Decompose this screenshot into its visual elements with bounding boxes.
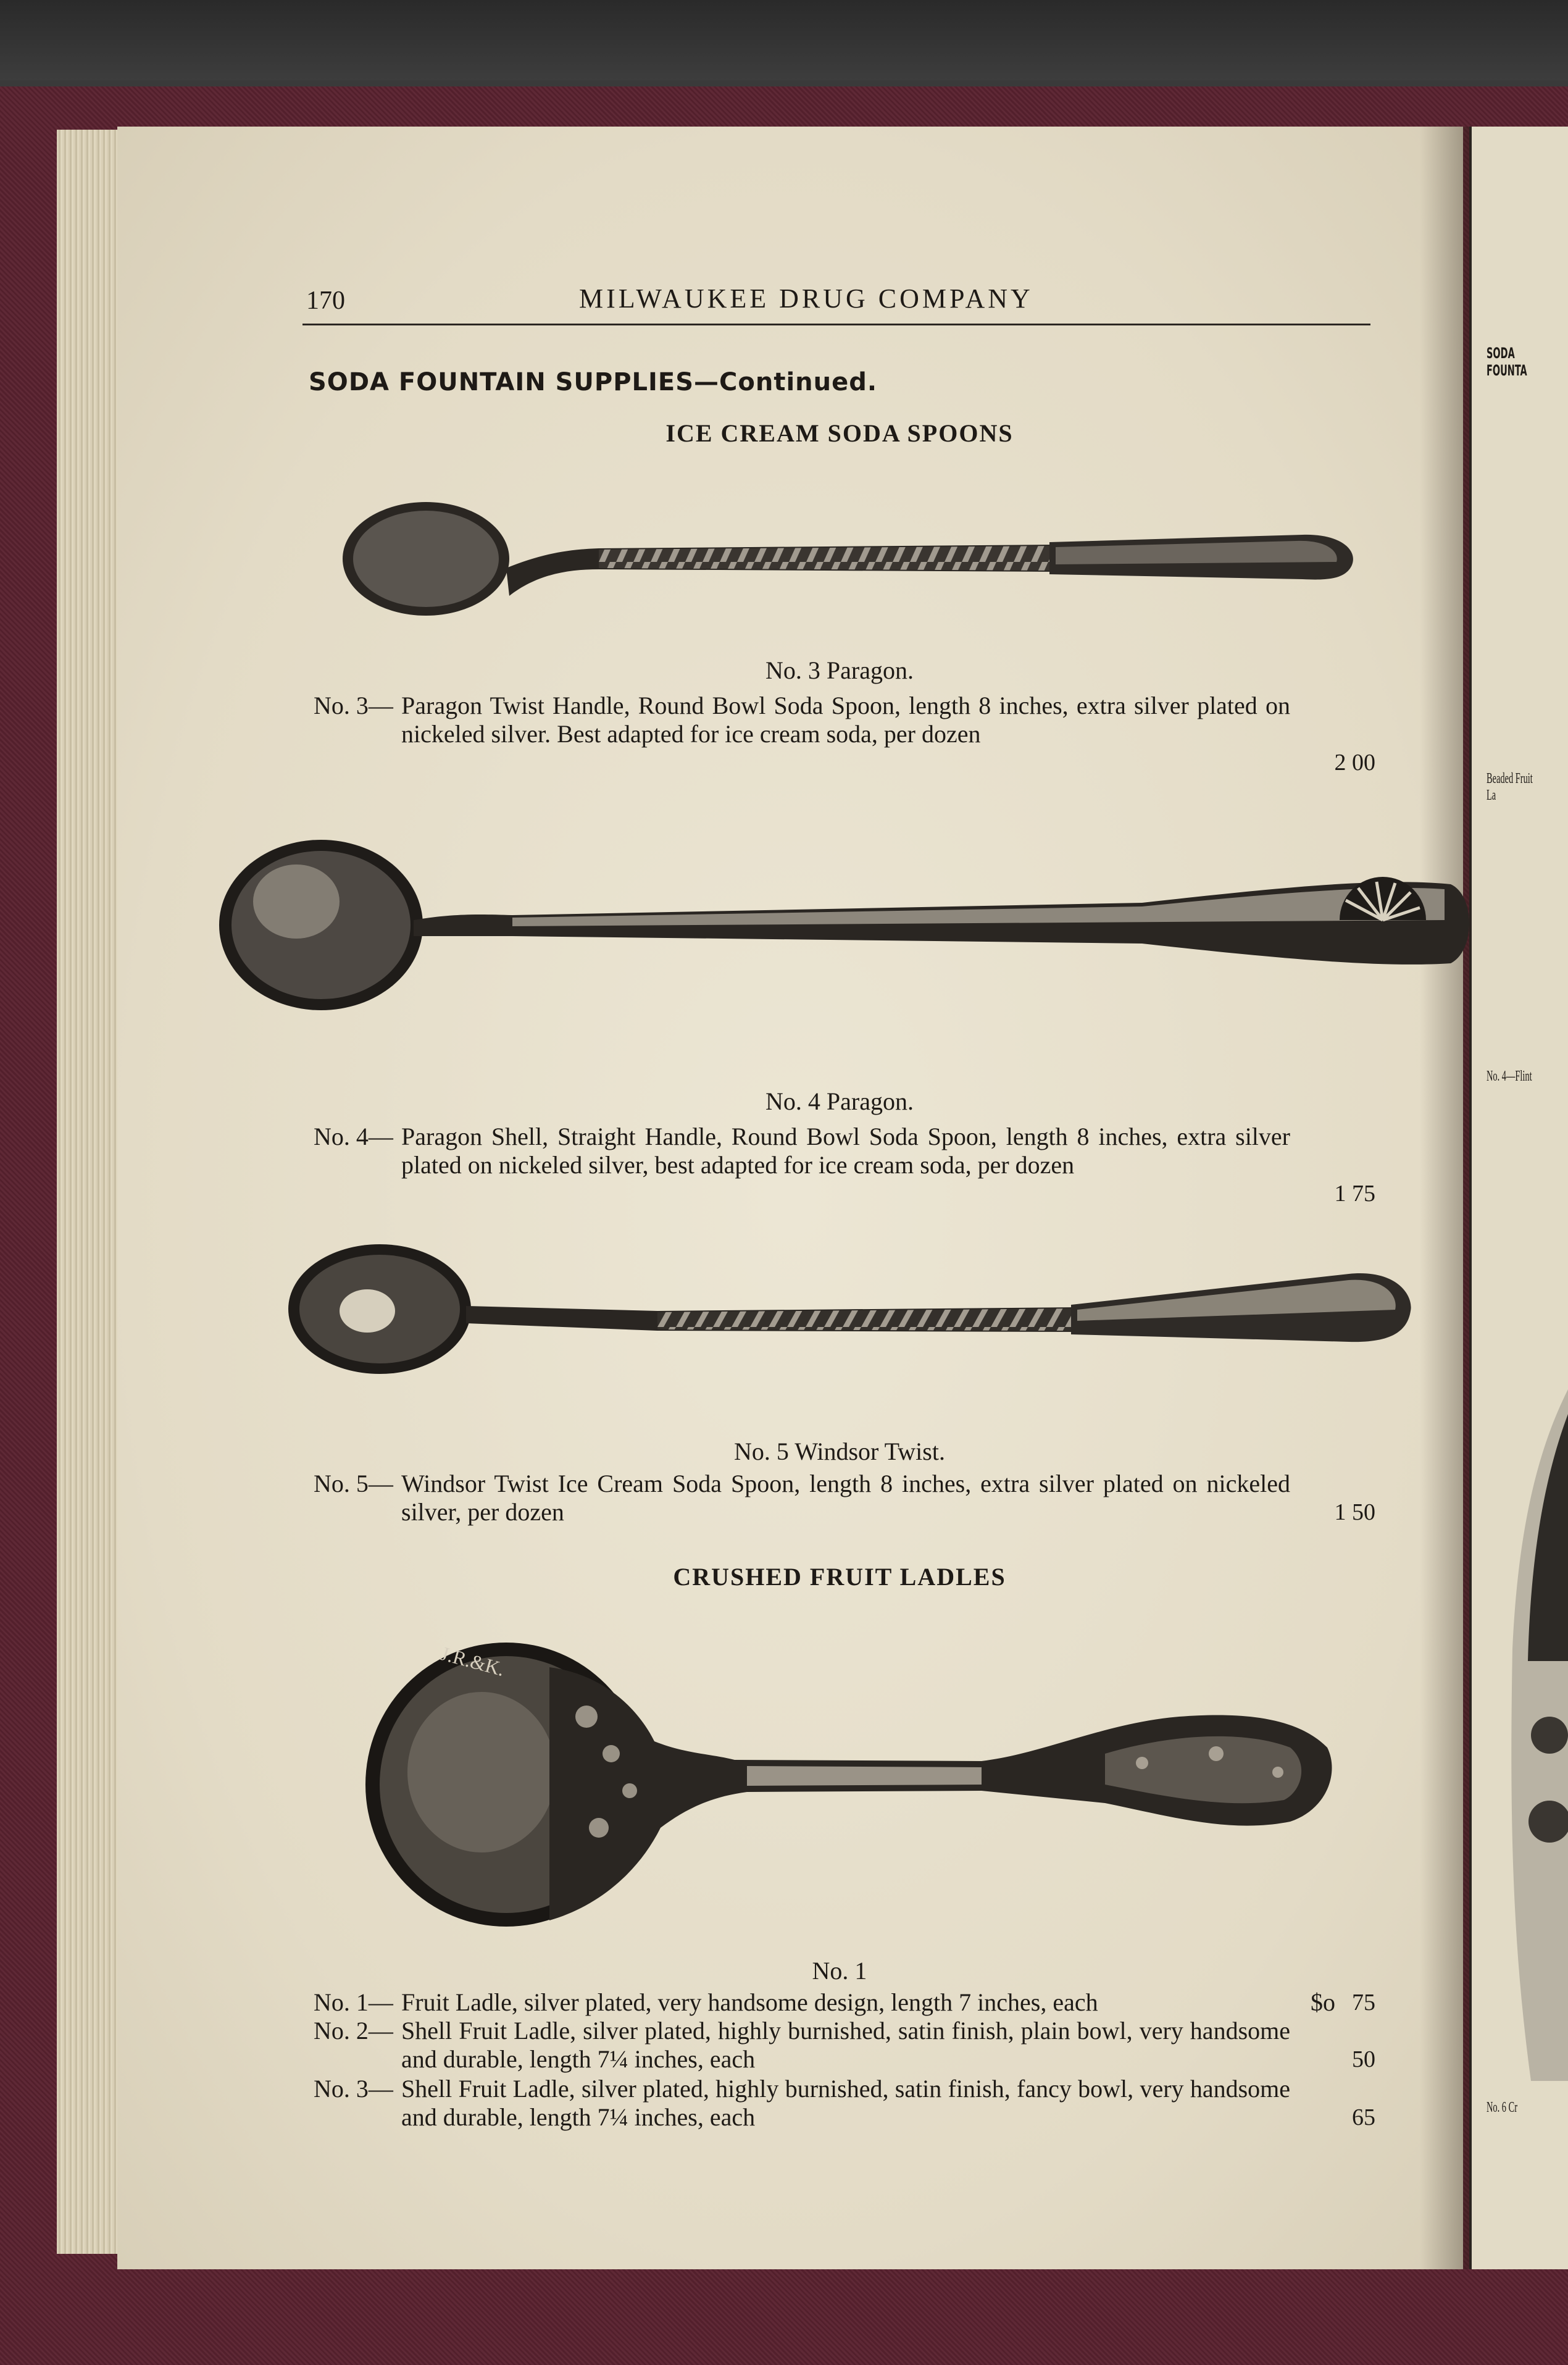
spoon-no4-illustration xyxy=(216,827,1469,1031)
list-item xyxy=(314,1123,1375,1209)
ladle-engraving: J.R.&K. xyxy=(438,1642,507,1681)
spoon-caption: No. 3 Paragon. xyxy=(765,656,914,684)
item-description: Paragon Shell, Straight Handle, Round Bowl Soda Spoon, length 8 inches, extra silver plated on nickeled silver, best adapted for ice cream soda, per dozen xyxy=(401,1123,1290,1179)
item-price: 50 xyxy=(1352,2046,1375,2072)
list-item xyxy=(314,1470,1375,1528)
spoon-caption: No. 4 Paragon. xyxy=(765,1087,914,1115)
facing-page-caption: No. 4—Flint xyxy=(1487,1068,1532,1084)
header-rule xyxy=(302,324,1370,325)
facing-page-caption: No. 6 Cr xyxy=(1487,2099,1518,2116)
item-number: No. 3— xyxy=(314,692,393,719)
page-gutter xyxy=(1420,127,1469,2269)
page-edges xyxy=(57,130,125,2254)
ladles-heading: CRUSHED FRUIT LADLES xyxy=(673,1563,1006,1591)
page-number: 170 xyxy=(306,287,345,315)
item-dollar: $o xyxy=(1311,1988,1335,2016)
spoon-caption: No. 5 Windsor Twist. xyxy=(734,1438,945,1465)
item-price: 1 50 xyxy=(1334,1499,1375,1525)
item-number: No. 2— xyxy=(314,2017,393,2045)
item-description: Windsor Twist Ice Cream Soda Spoon, length 8 inches, extra silver plated on nickeled silver, per dozen xyxy=(401,1470,1290,1526)
item-number: No. 4— xyxy=(314,1123,393,1150)
running-head: MILWAUKEE DRUG COMPANY xyxy=(579,283,1033,314)
item-description: Paragon Twist Handle, Round Bowl Soda Spoon, length 8 inches, extra silver plated on nickeled silver. Best adapted for ice cream soda, per dozen xyxy=(401,692,1290,748)
facing-page-jar-illustration xyxy=(1506,1389,1568,2081)
background-top xyxy=(0,0,1568,80)
section-title: SODA FOUNTAIN SUPPLIES—Continued. xyxy=(309,368,878,396)
ladle-caption: No. 1 xyxy=(812,1957,867,1985)
item-number: No. 3— xyxy=(314,2075,393,2103)
spoon-no3-illustration xyxy=(340,488,1358,648)
list-item xyxy=(314,2075,1375,2133)
list-item xyxy=(314,2017,1375,2075)
item-number: No. 5— xyxy=(314,1470,393,1497)
item-price: 75 xyxy=(1352,1990,1375,2015)
facing-page-caption: Beaded Fruit La xyxy=(1487,771,1533,803)
item-description: Shell Fruit Ladle, silver plated, highly burnished, satin finish, plain bowl, very handsome and durable, length 7¼ inches, each xyxy=(401,2017,1290,2073)
list-item xyxy=(314,692,1375,778)
item-description: Shell Fruit Ladle, silver plated, highly burnished, satin finish, fancy bowl, very handsome and durable, length 7¼ inches, each xyxy=(401,2075,1290,2131)
item-number: No. 1— xyxy=(314,1988,393,2016)
item-price: 2 00 xyxy=(1334,750,1375,776)
facing-page-header: SODA FOUNTA xyxy=(1487,345,1527,379)
item-price: 65 xyxy=(1352,2104,1375,2130)
spoons-heading: ICE CREAM SODA SPOONS xyxy=(665,419,1014,447)
item-description: Fruit Ladle, silver plated, very handsome design, length 7 inches, each xyxy=(401,1988,1098,2016)
list-item xyxy=(314,1988,1375,2017)
ladle-no1-illustration xyxy=(364,1630,1340,1939)
spoon-no5-illustration xyxy=(287,1238,1414,1380)
item-price: 1 75 xyxy=(1334,1181,1375,1207)
